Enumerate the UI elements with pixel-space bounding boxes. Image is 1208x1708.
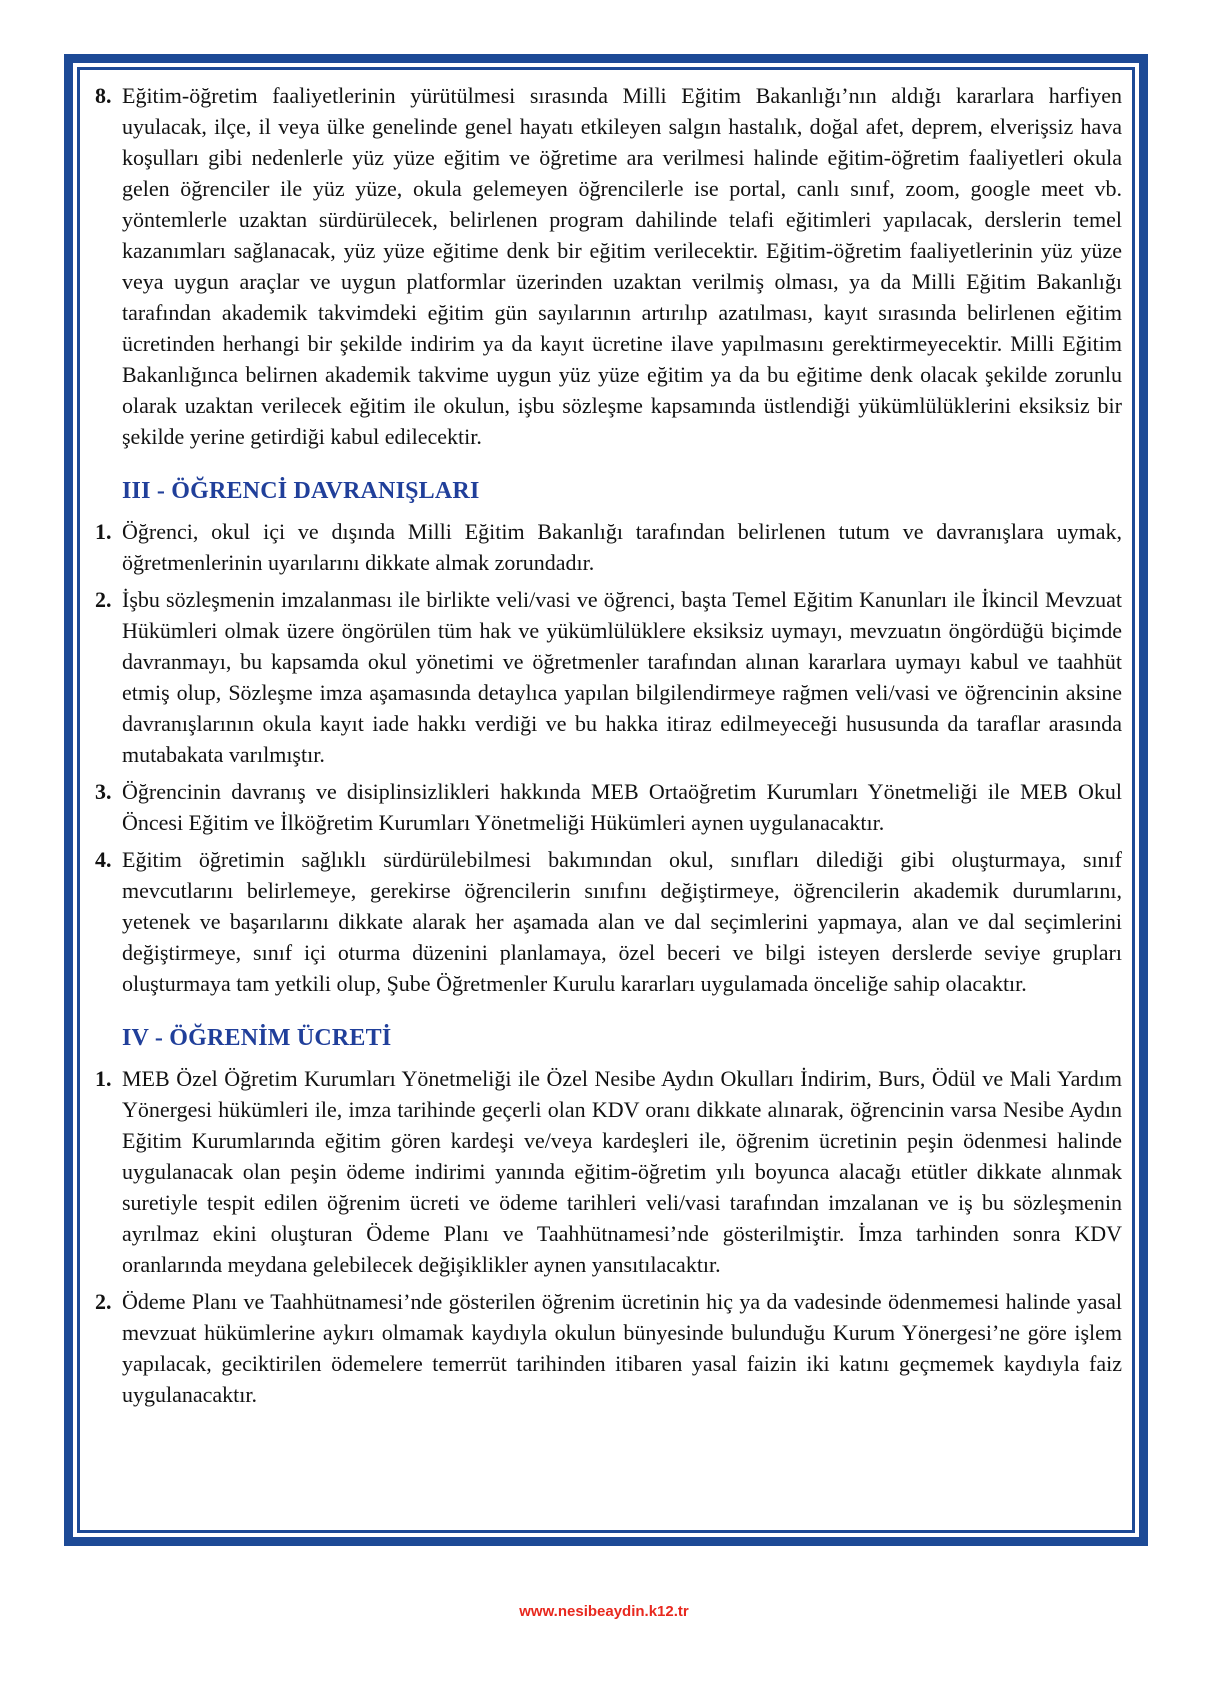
section-heading-ogrenim-ucreti: IV - ÖĞRENİM ÜCRETİ [122,1025,392,1051]
item-text: Eğitim öğretimin sağlıklı sürdürülebilmesi bakımından okul, sınıfları dilediği gibi oluşturmaya, sınıf mevcutlarını belirlemeye, gerekirse öğrencilerin sınıfını değiştirmeye, öğrencilerin akademik durumlarını, yetenek ve başarılarını dikkate alarak her aşamada alan ve dal seçimlerini yapmaya, alan ve dal seçimlerini değiştirmeye, sınıf içi oturma düzenini planlamaya, özel beceri ve bilgi isteyen derslerde seviye grupları oluşturmaya tam yetkili olup, Şube Öğretmenler Kurulu kararları uygulamada önceliğe sahip olacaktır. [122,847,1122,996]
item-number: 2. [95,1289,112,1314]
page-border-frame [64,54,1148,1546]
list-item [95,584,1122,770]
section-heading-ogrenci-davranislari: III - ÖĞRENCİ DAVRANIŞLARI [122,478,480,504]
item-text: MEB Özel Öğretim Kurumları Yönetmeliği ile Özel Nesibe Aydın Okulları İndirim, Burs, Ödül ve Mali Yardım Yönergesi hükümleri ile, imza tarihinde geçerli olan KDV oranı dikkate alınarak, öğrencinin varsa Nesibe Aydın Eğitim Kurumlarında eğitim gören kardeşi ve/veya kardeşleri ile, öğrenim ücretinin peşin ödenmesi halinde uygulanacak olan peşin ödeme indirimi yanında eğitim-öğretim yılı boyunca alacağı etütler dikkate alınmak suretiyle tespit edilen öğrenim ücreti ve ödeme tarihleri veli/vasi tarafından imzalanan ve iş bu sözleşmenin ayrılmaz ekini oluşturan Ödeme Planı ve Taahhütnamesi’nde gösterilmiştir. İmza tarhinden sonra KDV oranlarında meydana gelebilecek değişiklikler aynen yansıtılacaktır. [122,1066,1122,1277]
list-item [95,844,1122,999]
list-item [95,516,1122,578]
list-item [95,776,1122,838]
footer-url-link[interactable]: www.nesibeaydin.k12.tr [519,1603,689,1620]
list-item [95,1063,1122,1280]
item-text: Öğrencinin davranış ve disiplinsizlikleri hakkında MEB Ortaöğretim Kurumları Yönetmeliği ile MEB Okul Öncesi Eğitim ve İlköğretim Kurumları Yönetmeliği Hükümleri aynen uygulanacaktır. [122,779,1122,835]
item-number: 4. [95,847,112,872]
document-content [77,67,1135,1533]
footer [0,1603,1208,1621]
item-number: 1. [95,519,112,544]
list-item [95,1286,1122,1410]
item-text: İşbu sözleşmenin imzalanması ile birlikte veli/vasi ve öğrenci, başta Temel Eğitim Kanunları ile İkincil Mevzuat Hükümleri olmak üzere öngörülen tüm hak ve yükümlülüklere eksiksiz uymayı, mevzuatın öngördüğü biçimde davranmayı, bu kapsamda okul yönetimi ve öğretmenler tarafından alınan kararlara uymayı kabul ve taahhüt etmiş olup, Sözleşme imza aşamasında detaylıca yapılan bilgilendirmeye rağmen veli/vasi ve öğrencinin aksine davranışlarının okula kayıt iade hakkı verdiği ve bu hakka itiraz edilmeyeceği hususunda da taraflar arasında mutabakata varılmıştır. [122,587,1122,767]
item-number: 2. [95,587,112,612]
item-number: 1. [95,1066,112,1091]
item-text: Eğitim-öğretim faaliyetlerinin yürütülmesi sırasında Milli Eğitim Bakanlığı’nın aldığı kararlara harfiyen uyulacak, ilçe, il veya ülke genelinde genel hayatı etkileyen salgın hastalık, doğal afet, deprem, elverişsiz hava koşulları gibi nedenlerle yüz yüze eğitim ve öğretime ara verilmesi halinde eğitim-öğretim faaliyetleri okula gelen öğrenciler ile yüz yüze, okula gelemeyen öğrencilerle ise portal, canlı sınıf, zoom, google meet vb. yöntemlerle uzaktan sürdürülecek, belirlenen program dahilinde telafi eğitimleri yapılacak, derslerin temel kazanımları sağlanacak, yüz yüze eğitime denk bir eğitim verilecektir. Eğitim-öğretim faaliyetlerinin yüz yüze veya uygun araçlar ve uygun platformlar üzerinden uzaktan verilmiş olması, ya da Milli Eğitim Bakanlığı tarafından akademik takvimdeki eğitim gün sayılarının artırılıp azatılması, kayıt sırasında belirlenen eğitim ücretinden herhangi bir şekilde indirim ya da kayıt ücretine ilave yapılmasını gerektirmeyecektir. Milli Eğitim Bakanlığınca belirnen akademik takvime uygun yüz yüze eğitim ya da bu eğitime denk olacak şekilde zorunlu olarak uzaktan verilecek eğitim ile okulun, işbu sözleşme kapsamında üstlendiği yükümlülüklerini eksiksiz bir şekilde yerine getirdiği kabul edilecektir. [122,83,1122,449]
item-number: 3. [95,779,112,804]
item-text: Öğrenci, okul içi ve dışında Milli Eğitim Bakanlığı tarafından belirlenen tutum ve davranışlara uymak, öğretmenlerinin uyarılarını dikkate almak zorundadır. [122,519,1122,575]
item-number: 8. [95,83,112,108]
item-text: Ödeme Planı ve Taahhütnamesi’nde gösterilen öğrenim ücretinin hiç ya da vadesinde ödenmemesi halinde yasal mevzuat hükümlerine aykırı olmamak kaydıyla okulun bünyesinde bulunduğu Kurum Yönergesi’ne göre işlem yapılacak, geciktirilen ödemelere temerrüt tarihinden itibaren yasal faizin iki katını geçmemek kaydıyla faiz uygulanacaktır. [122,1289,1122,1407]
list-item [95,80,1122,452]
